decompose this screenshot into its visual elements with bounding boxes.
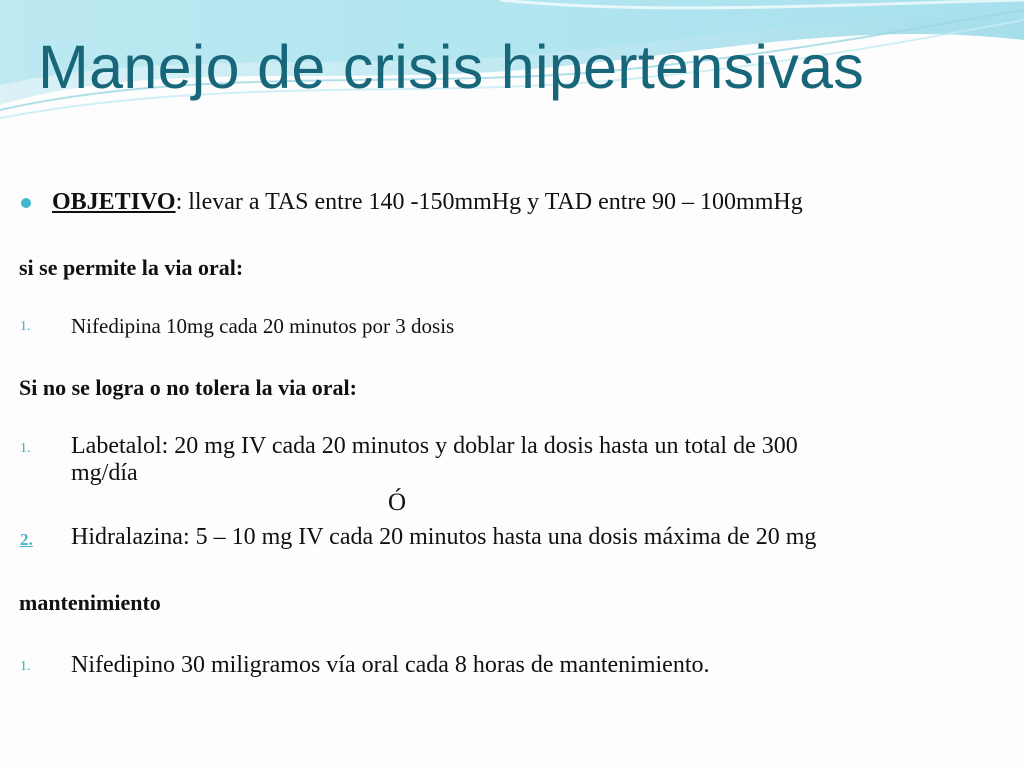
objective-text: : llevar a TAS entre 140 -150mmHg y TAD entre 90 – 100mmHg <box>175 189 803 215</box>
slide-title: Manejo de crisis hipertensivas <box>38 33 865 101</box>
oral-item: Nifedipina 10mg cada 20 minutos por 3 dosis <box>71 314 455 338</box>
objective-line <box>52 189 803 216</box>
maintenance-item: Nifedipino 30 miligramos vía oral cada 8 horas de mantenimiento. <box>71 652 710 678</box>
labetalol-line-1: Labetalol: 20 mg IV cada 20 minutos y doblar la dosis hasta un total de 300 <box>71 433 798 459</box>
oral-heading: si se permite la via oral: <box>19 255 244 280</box>
labetalol-line-2: mg/día <box>71 460 138 486</box>
no-oral-heading: Si no se logra o no tolera la via oral: <box>19 375 357 400</box>
bullet-dot-icon <box>21 198 31 208</box>
or-mark: Ó <box>388 489 407 516</box>
hidralazina-number: 2. <box>20 530 33 549</box>
hidralazina-item: Hidralazina: 5 – 10 mg IV cada 20 minutos hasta una dosis máxima de 20 mg <box>71 524 817 550</box>
oral-item-number: 1. <box>20 319 31 334</box>
labetalol-number: 1. <box>20 441 31 456</box>
objective-label: OBJETIVO <box>52 189 176 215</box>
maintenance-heading: mantenimiento <box>19 590 161 615</box>
maintenance-number: 1. <box>20 659 31 674</box>
